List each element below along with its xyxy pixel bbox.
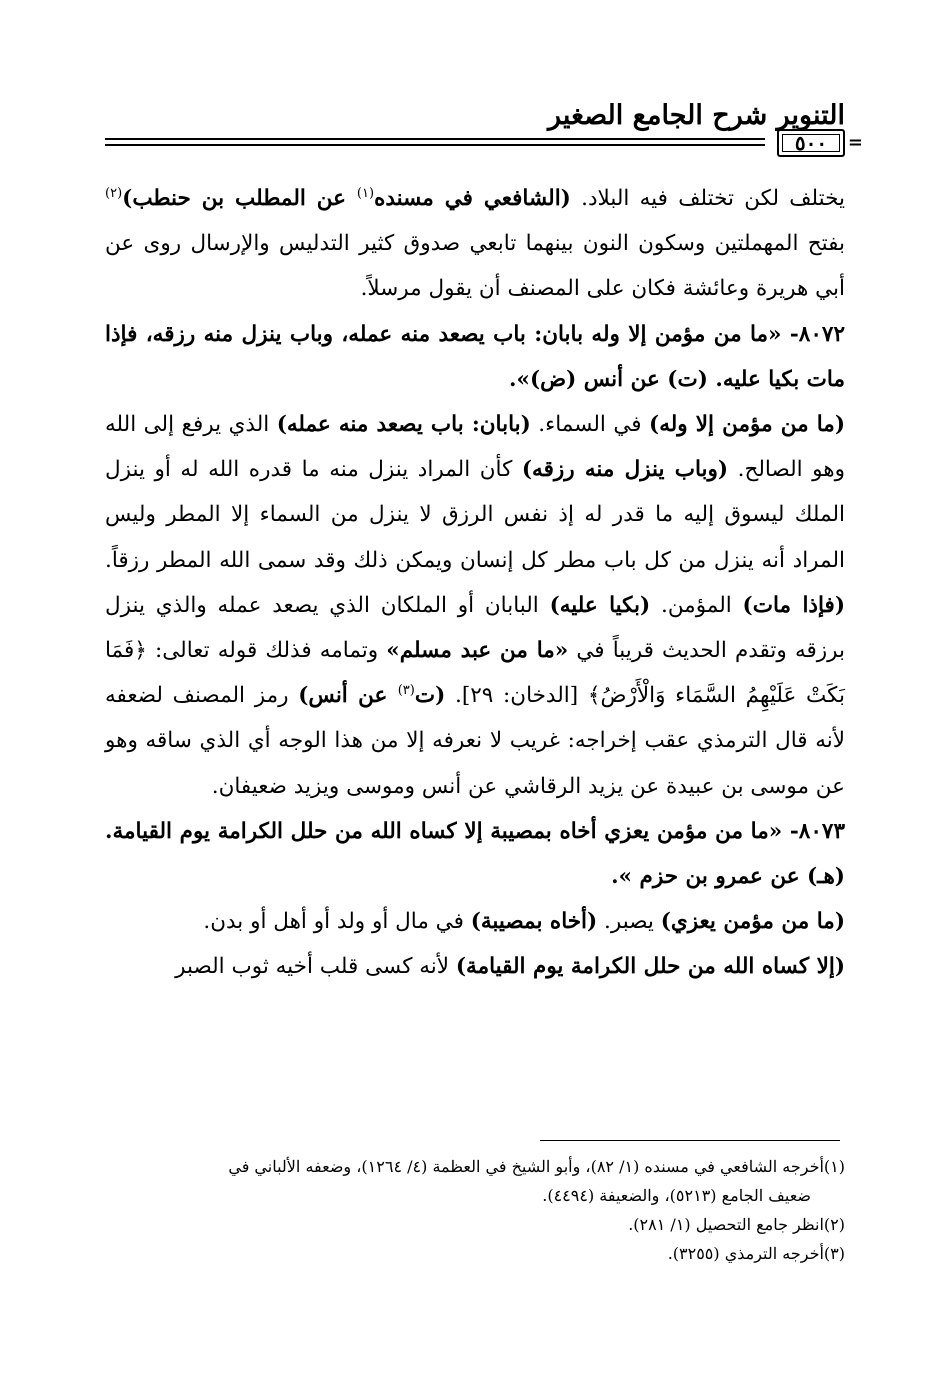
- verse-reference: [الدخان: ٢٩].: [445, 683, 588, 709]
- text-run: بفتح المهملتين وسكون النون بينهما تابعي صدوق كثير التدليس والإرسال روى عن أبي هريرة وعائشة فكان على المصنف أن يقول مرسلاً.: [105, 231, 845, 302]
- bold-run: عن المطلب بن حنطب): [122, 186, 357, 211]
- bold-run: (ما من مؤمن إلا وله): [649, 412, 845, 438]
- text-run: البابان أو الملكان الذي يصعد عمله والذي ينزل برزقه وتقدم الحديث قريباً في: [105, 592, 845, 664]
- bold-run: عن أنس): [298, 683, 398, 709]
- footnote-ref: (٢): [105, 185, 123, 201]
- bold-run: (ت: [414, 683, 446, 709]
- bold-run: (ما من مؤمن يعزي): [660, 909, 845, 935]
- commentary-8073-a: [105, 899, 845, 944]
- bold-run: (وباب ينزل منه رزقه): [521, 457, 729, 483]
- page-body: [105, 176, 845, 990]
- text-run: وتمامه فذلك قوله تعالى:: [146, 638, 387, 664]
- hadith-text: «ما من مؤمن إلا وله بابان: باب يصعد منه عمله، وباب ينزل منه رزقه، فإذا مات بكيا عليه. (ت) عن أنس (ض)».: [105, 321, 845, 392]
- footnote-separator: [540, 1140, 840, 1141]
- footnote-1: (١)أخرجه الشافعي في مسنده (١/ ٨٢)، وأبو الشيخ في العظمة (٤/ ١٢٦٤)، وضعفه الألباني في: [228, 1157, 845, 1176]
- hadith-8073: [105, 809, 845, 899]
- header-rule-end-mark: =: [847, 132, 863, 153]
- text-run: الذي يرفع إلى الله وهو الصالح.: [105, 412, 846, 483]
- footnote-2: (٢)انظر جامع التحصيل (١/ ٢٨١).: [628, 1215, 845, 1234]
- commentary-8072: [105, 402, 845, 809]
- header-double-rule: [105, 138, 765, 146]
- hadith-text: «ما من مؤمن يعزي أخاه بمصيبة إلا كساه الله من حلل الكرامة يوم القيامة. (هـ) عن عمرو بن حزم ».: [105, 818, 845, 890]
- text-run: المؤمن.: [650, 592, 743, 618]
- bold-run: «ما من عبد مسلم»: [386, 638, 569, 664]
- bold-run: (بابان: باب يصعد منه عمله): [276, 412, 531, 438]
- page-header: [105, 96, 863, 166]
- paragraph-1: [105, 176, 845, 312]
- quran-verse: ﴿فَمَا بَكَتْ عَلَيْهِمُ السَّمَاء وَالْأَرْضُ﴾: [105, 638, 846, 709]
- footnotes: [105, 1152, 845, 1268]
- footnote-ref: (٣): [397, 683, 415, 699]
- text-run: يصبر.: [597, 909, 661, 935]
- bold-run: (فإذا مات): [742, 592, 846, 618]
- text-run: في السماء.: [530, 412, 650, 438]
- bold-run: (بكيا عليه): [549, 592, 651, 618]
- bold-run: (أخاه بمصيبة): [470, 909, 598, 935]
- page-number: ٥٠٠: [777, 129, 845, 157]
- text-run: يختلف لكن تختلف فيه البلاد.: [570, 186, 845, 211]
- hadith-number: ٨٠٧٣-: [782, 818, 845, 844]
- commentary-8073-b: [105, 944, 845, 989]
- footnote-ref: (١): [356, 185, 375, 201]
- hadith-number: ٨٠٧٢-: [781, 321, 845, 347]
- footnote-1-continued: ضعيف الجامع (٥٢١٣)، والضعيفة (٤٤٩٤).: [542, 1186, 811, 1205]
- text-run: كأن المراد ينزل منه ما قدره الله له أو ينزل الملك ليسوق إليه ما قدر له إذ نفس الرزق لا ينزل من السماء إلا المطر وليس المراد أنه ينزل من كل باب مطر كل إنسان ويمكن ذلك وقد سمى الله المطر رزقاً.: [105, 457, 845, 573]
- text-run: في مال أو ولد أو أهل أو بدن.: [203, 909, 471, 935]
- text-run: لأنه كسى قلب أخيه ثوب الصبر: [175, 954, 456, 980]
- bold-run: (الشافعي في مسنده: [374, 186, 571, 211]
- bold-run: (إلا كساه الله من حلل الكرامة يوم القيامة): [455, 954, 845, 980]
- book-title: التنوير شرح الجامع الصغير: [548, 100, 845, 131]
- hadith-8072: [105, 312, 845, 402]
- footnote-3: (٣)أخرجه الترمذي (٣٢٥٥).: [667, 1244, 845, 1263]
- text-run: رمز المصنف لضعفه لأنه قال الترمذي عقب إخراجه: غريب لا نعرفه إلا من هذا الوجه أي الذي ساقه وهو عن موسى بن عبيدة عن يزيد الرقاشي عن أنس وموسى ويزيد ضعيفان.: [105, 683, 845, 799]
